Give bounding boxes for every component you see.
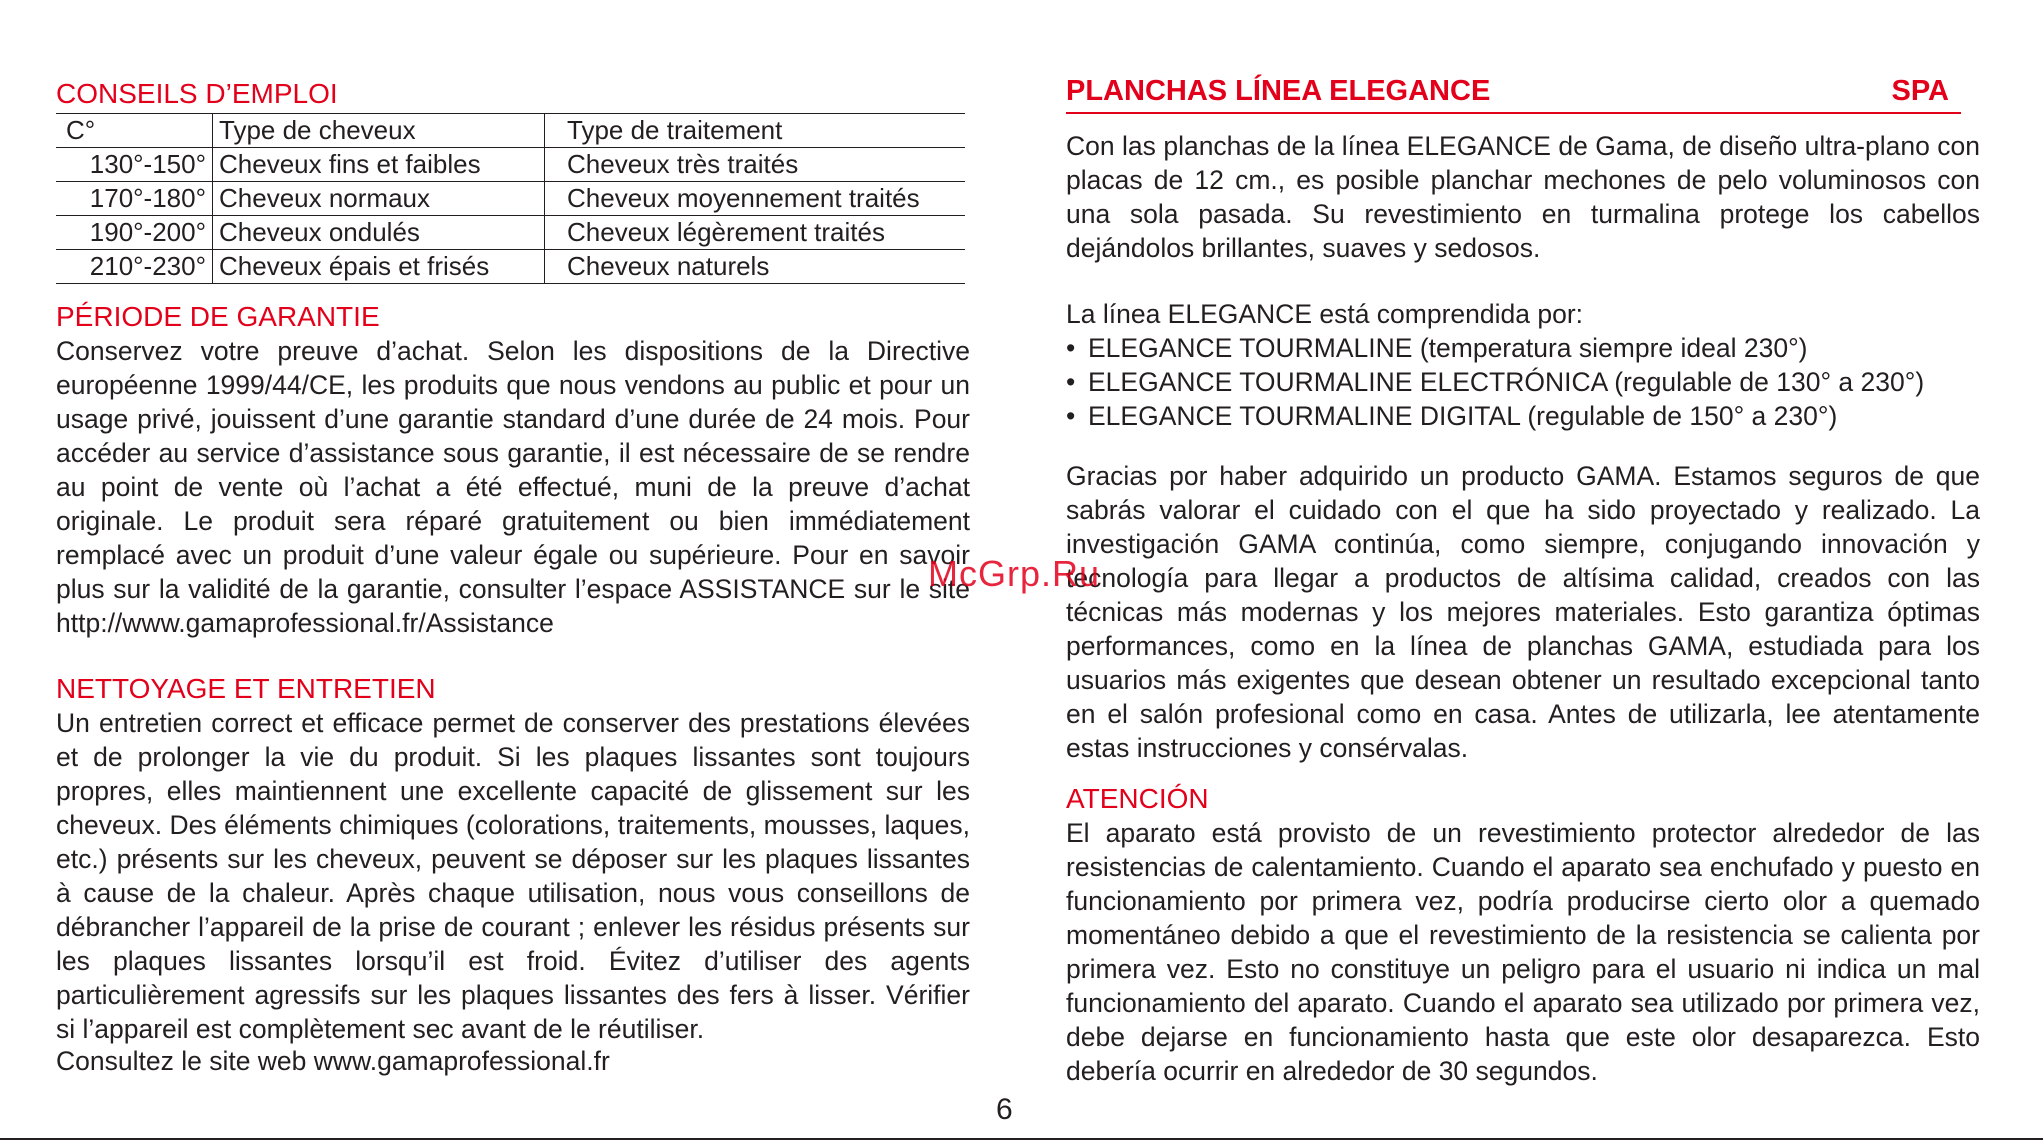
conseils-heading: CONSEILS D’EMPLOI bbox=[56, 78, 338, 109]
table-cell: Cheveux fins et faibles bbox=[213, 148, 545, 182]
table-row bbox=[56, 148, 965, 182]
garantie-paragraph: Conservez votre preuve d’achat. Selon les dispositions de la Directive européenne 1999/44/CE, les produits que nous vendons au public et pour un usage privé, jouissent d’une garantie standard d’une durée de 24 mois. Pour accéder au service d’assistance sous garantie, il est nécessaire de se rendre au point de vente où l’achat a été effectué, muni de la preuve d’achat originale. Le produit sera réparé gratuitement ou bien immédiatement remplacé avec un produit d’une valeur égale ou supérieure. Pour en savoir plus sur la validité de la garantie, consulter l’espace ASSISTANCE sur le site http://www.gamaprofessional.fr/Assistance bbox=[56, 336, 970, 638]
table-cell: Cheveux moyennement traités bbox=[545, 182, 966, 216]
table-cell: Cheveux normaux bbox=[213, 182, 545, 216]
watermark-text: McGrp.Ru bbox=[928, 553, 1101, 594]
product-name: ELEGANCE TOURMALINE ELECTRÓNICA (regulable de 130° a 230°) bbox=[1088, 367, 1925, 397]
table-header-cell: Type de traitement bbox=[545, 114, 966, 148]
language-code: SPA bbox=[1891, 75, 1949, 107]
table-cell: 130°-150° bbox=[56, 148, 213, 182]
section-title: PLANCHAS LÍNEA ELEGANCE bbox=[1066, 75, 1491, 107]
table-cell: 170°-180° bbox=[56, 182, 213, 216]
table-header-row bbox=[56, 114, 965, 148]
page-number: 6 bbox=[996, 1093, 1013, 1126]
atencion-heading: ATENCIÓN bbox=[1066, 783, 1209, 814]
nettoyage-paragraph: Un entretien correct et efficace permet de conserver des prestations élevées et de prolonger la vie du produit. Si les plaques lissantes sont toujours propres, elles maintiennent une excellente capacité de glissement sur les cheveux. Des éléments chimiques (colorations, traitements, mousses, laques, etc.) présents sur les cheveux, peuvent se déposer sur les plaques lissantes à cause de la chaleur. Après chaque utilisation, nous vous conseillons de débrancher l’appareil de la prise de courant ; enlever les résidus présents sur les plaques lissantes lorsqu’il est froid. Évitez d’utiliser des agents particulièrement agressifs sur les plaques lissantes des fers à lisser. Vérifier si l’appareil est complètement sec avant de le réutiliser. bbox=[56, 708, 970, 1044]
nettoyage-heading: NETTOYAGE ET ENTRETIEN bbox=[56, 673, 436, 704]
table-row bbox=[56, 182, 965, 216]
atencion-paragraph: El aparato está provisto de un revestimiento protector alrededor de las resistencias de calentamiento. Cuando el aparato sea enchufado y puesto en funcionamiento por primera vez, podría producirse cierto olor a quemado momentáneo debido a que el revestimiento de la resistencia se calienta por primera vez. Esto no constituye un peligro para el usuario ni indica un mal funcionamiento del aparato. Cuando el aparato sea utilizado por primera vez, debe dejarse en funcionamiento hasta que este olor desaparezca. Esto debería ocurrir en alrededor de 30 segundos. bbox=[1066, 818, 1980, 1086]
garantie-heading: PÉRIODE DE GARANTIE bbox=[56, 301, 380, 332]
product-name: ELEGANCE TOURMALINE DIGITAL (regulable de 150° a 230°) bbox=[1088, 401, 1838, 431]
table-row bbox=[56, 250, 965, 284]
table-header-cell: C° bbox=[56, 114, 213, 148]
table-cell: Cheveux ondulés bbox=[213, 216, 545, 250]
table-cell: Cheveux légèrement traités bbox=[545, 216, 966, 250]
intro-paragraph: Con las planchas de la línea ELEGANCE de Gama, de diseño ultra-plano con placas de 12 cm., es posible planchar mechones de pelo voluminosos con una sola pasada. Su revestimiento en turmalina protege los cabellos dejándolos brillantes, suaves y sedosos. bbox=[1066, 131, 1980, 263]
table-cell: Cheveux épais et frisés bbox=[213, 250, 545, 284]
table-header-cell: Type de cheveux bbox=[213, 114, 545, 148]
gracias-paragraph: Gracias por haber adquirido un producto GAMA. Estamos seguros de que sabrás valorar el cuidado con el que ha sido proyectado y realizado. La investigación GAMA continúa, como siempre, conjugando innovación y tecnología para llegar a productos de altísima calidad, creados con las técnicas más modernas y los mejores materiales. Esto garantiza óptimas performances, como en la línea de planchas GAMA, estudiada para los usuarios más exigentes que desean obtener un resultado excepcional tanto en el salón profesional como en casa. Antes de utilizarla, lee atentamente estas instrucciones y consérvalas. bbox=[1066, 461, 1980, 763]
product-list bbox=[1066, 331, 1924, 433]
nettoyage-website: Consultez le site web www.gamaprofessional.fr bbox=[56, 1046, 610, 1076]
line-intro: La línea ELEGANCE está comprendida por: bbox=[1066, 299, 1584, 329]
table-cell: 190°-200° bbox=[56, 216, 213, 250]
section-title-bar bbox=[1066, 72, 1961, 114]
product-name: ELEGANCE TOURMALINE (temperatura siempre ideal 230°) bbox=[1088, 333, 1808, 363]
table-cell: 210°-230° bbox=[56, 250, 213, 284]
list-item: • ELEGANCE TOURMALINE ELECTRÓNICA (regulable de 130° a 230°) bbox=[1066, 367, 1925, 397]
table-row bbox=[56, 216, 965, 250]
table-cell: Cheveux naturels bbox=[545, 250, 966, 284]
list-item: • ELEGANCE TOURMALINE DIGITAL (regulable de 150° a 230°) bbox=[1066, 401, 1838, 431]
bottom-divider bbox=[0, 1138, 2043, 1140]
list-item: • ELEGANCE TOURMALINE (temperatura siempre ideal 230°) bbox=[1066, 333, 1808, 363]
table-cell: Cheveux très traités bbox=[545, 148, 966, 182]
temperature-table bbox=[56, 113, 965, 284]
